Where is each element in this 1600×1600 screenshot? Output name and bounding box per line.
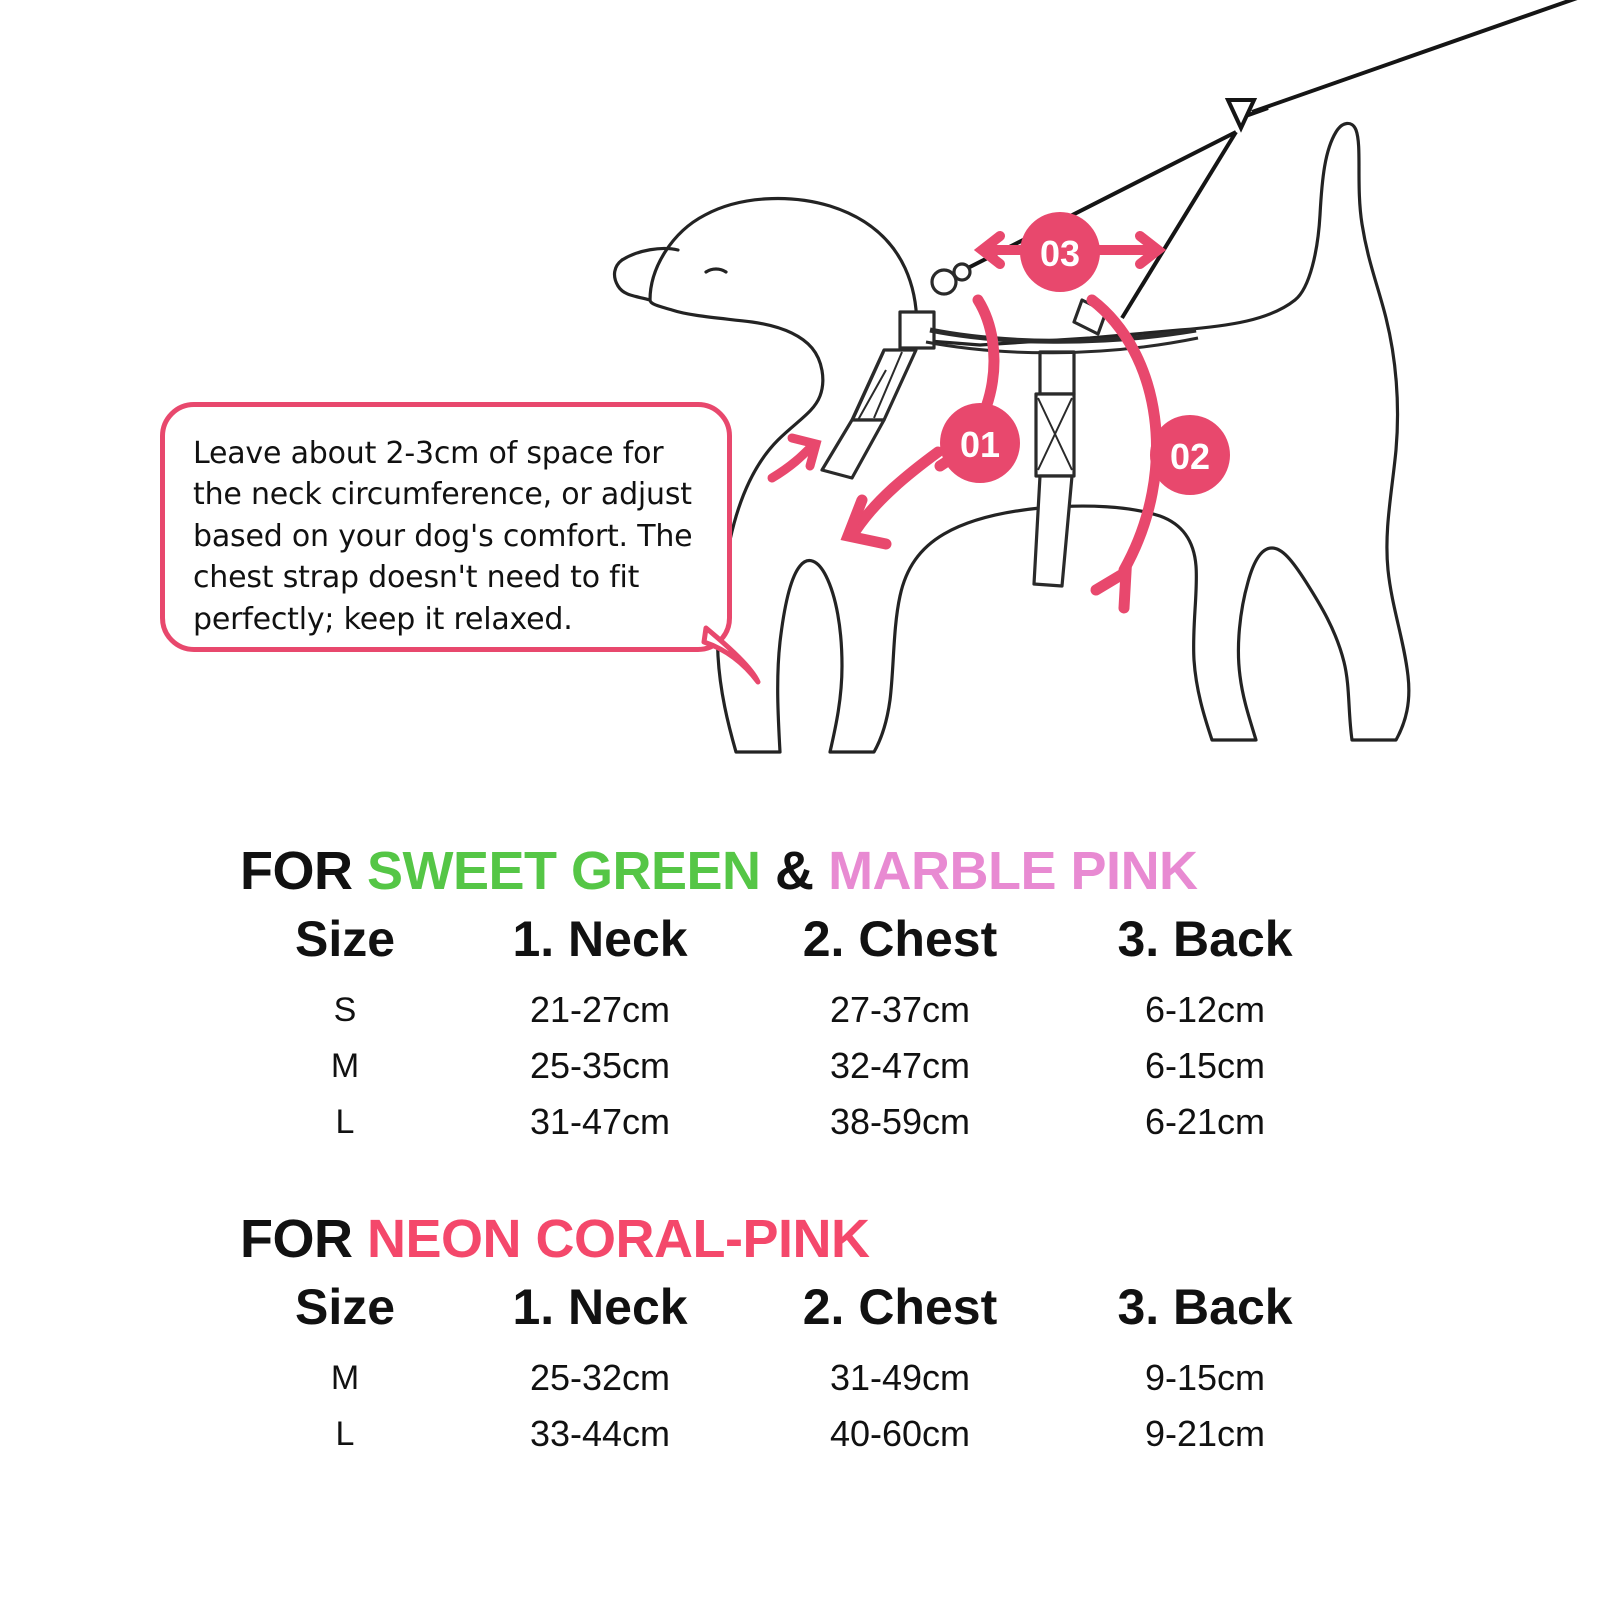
cell-size: M (330, 1358, 360, 1397)
cell-chest: 32-47cm (829, 1045, 971, 1086)
cell-back: 6-12cm (1144, 989, 1266, 1030)
header-neck-1: 1. Neck (512, 911, 688, 967)
title-part-for-1: FOR (240, 841, 367, 901)
table-row (240, 1350, 1360, 1406)
size-table-1 (240, 908, 1360, 1150)
marker-01-label: 01 (959, 424, 1001, 465)
table-row (240, 1094, 1360, 1150)
cell-size: L (335, 1102, 355, 1141)
cell-chest: 38-59cm (829, 1101, 971, 1142)
table-row (240, 982, 1360, 1038)
size-table-title-2 (240, 1208, 1360, 1270)
marker-02-label: 02 (1169, 436, 1211, 477)
cell-size: M (330, 1046, 360, 1085)
size-table-block-neon-coral-pink (240, 1208, 1360, 1462)
cell-back: 6-15cm (1144, 1045, 1266, 1086)
cell-neck: 25-32cm (529, 1357, 671, 1398)
cell-neck: 25-35cm (529, 1045, 671, 1086)
title-part-neon-coral-pink: NEON CORAL-PINK (367, 1209, 870, 1269)
instruction-callout-text: Leave about 2-3cm of space for the neck circumference, or adjust based on your dog's comfort. The chest strap doesn't need to fit perfectly; keep it relaxed. (193, 436, 693, 637)
cell-neck: 21-27cm (529, 989, 671, 1030)
cell-back: 9-15cm (1144, 1357, 1266, 1398)
cell-neck: 33-44cm (529, 1413, 671, 1454)
table-header-row (240, 908, 1360, 982)
marker-02 (1150, 415, 1230, 495)
title-part-marble-pink: MARBLE PINK (828, 841, 1198, 901)
title-part-amp: & (760, 841, 829, 901)
cell-chest: 31-49cm (829, 1357, 971, 1398)
cell-back: 9-21cm (1144, 1413, 1266, 1454)
size-tables (0, 840, 1600, 1462)
size-table-2 (240, 1276, 1360, 1462)
callout-tail (700, 620, 790, 690)
header-neck-2: 1. Neck (512, 1279, 688, 1335)
header-chest-1: 2. Chest (802, 911, 998, 967)
instruction-callout (160, 402, 732, 652)
header-back-2: 3. Back (1117, 1279, 1293, 1335)
title-part-for-2: FOR (240, 1209, 367, 1269)
cell-chest: 40-60cm (829, 1413, 971, 1454)
size-table-block-sweet-green-marble-pink (240, 840, 1360, 1150)
header-chest-2: 2. Chest (802, 1279, 998, 1335)
marker-03-label: 03 (1039, 233, 1081, 274)
table-header-row (240, 1276, 1360, 1350)
header-size-1: Size (294, 911, 396, 967)
cell-size: S (333, 990, 357, 1029)
cell-back: 6-21cm (1144, 1101, 1266, 1142)
marker-03 (1020, 212, 1100, 292)
marker-01 (940, 403, 1020, 483)
cell-neck: 31-47cm (529, 1101, 671, 1142)
size-table-title-1 (240, 840, 1360, 902)
header-size-2: Size (294, 1279, 396, 1335)
cell-chest: 27-37cm (829, 989, 971, 1030)
title-part-sweet-green: SWEET GREEN (367, 841, 761, 901)
cell-size: L (335, 1414, 355, 1453)
table-row (240, 1406, 1360, 1462)
table-row (240, 1038, 1360, 1094)
header-back-1: 3. Back (1117, 911, 1293, 967)
